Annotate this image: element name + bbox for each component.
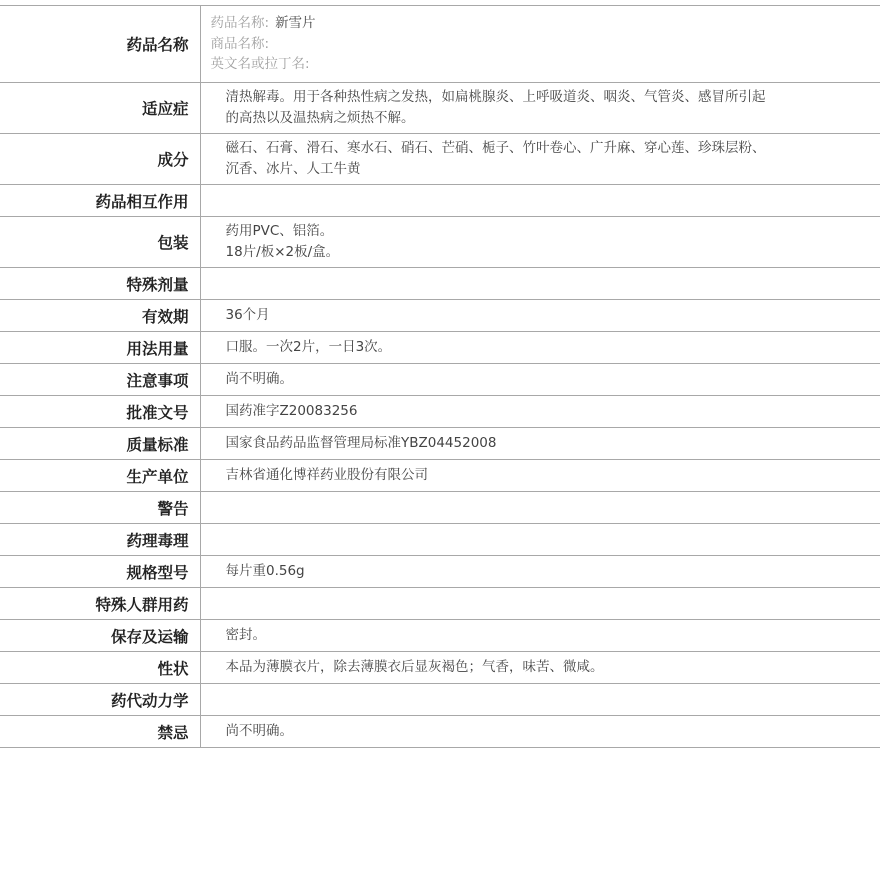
row-quality-standard	[0, 428, 880, 460]
row-special-populations	[0, 588, 880, 620]
specification-text: 每片重0.56g	[225, 563, 305, 579]
trade-name-key: 商品名称:	[210, 35, 270, 52]
row-precautions	[0, 364, 880, 396]
label-indications: 适应症	[0, 83, 200, 134]
value-storage	[200, 620, 880, 652]
ingredients-line-1: 磁石、石膏、滑石、寒水石、硝石、芒硝、栀子、竹叶卷心、广升麻、穿心莲、珍珠层粉、	[225, 140, 766, 156]
latin-name-key: 英文名或拉丁名:	[210, 56, 310, 73]
row-manufacturer	[0, 460, 880, 492]
value-specification	[200, 556, 880, 588]
drug-info-table	[0, 5, 880, 748]
ingredients-line-2: 沉香、冰片、人工牛黄	[225, 161, 361, 177]
value-shelf-life	[200, 300, 880, 332]
label-manufacturer: 生产单位	[0, 460, 200, 492]
value-quality-standard	[200, 428, 880, 460]
row-drug-name	[0, 6, 880, 83]
label-approval-number: 批准文号	[0, 396, 200, 428]
value-pharmacokinetics	[200, 684, 880, 716]
value-precautions	[200, 364, 880, 396]
row-contraindications	[0, 716, 880, 748]
value-packaging	[200, 217, 880, 268]
label-ingredients: 成分	[0, 134, 200, 185]
quality-standard-text: 国家食品药品监督管理局标准YBZ04452008	[225, 435, 497, 451]
description-text: 本品为薄膜衣片，除去薄膜衣后显灰褐色；气香，味苦、微咸。	[225, 659, 604, 675]
label-warning: 警告	[0, 492, 200, 524]
value-contraindications	[200, 716, 880, 748]
value-manufacturer	[200, 460, 880, 492]
packaging-line-1: 药用PVC、铝箔。	[225, 223, 334, 239]
label-dosage: 用法用量	[0, 332, 200, 364]
generic-name-key: 药品名称:	[210, 15, 270, 32]
contraindications-text: 尚不明确。	[225, 723, 293, 739]
storage-text: 密封。	[225, 627, 266, 643]
row-specification	[0, 556, 880, 588]
shelf-life-text: 36个月	[225, 307, 270, 323]
label-interactions: 药品相互作用	[0, 185, 200, 217]
label-storage: 保存及运输	[0, 620, 200, 652]
row-description	[0, 652, 880, 684]
label-quality-standard: 质量标准	[0, 428, 200, 460]
row-indications	[0, 83, 880, 134]
indications-line-1: 清热解毒。用于各种热性病之发热，如扁桃腺炎、上呼吸道炎、咽炎、气管炎、感冒所引起	[225, 89, 766, 105]
packaging-line-2: 18片/板×2板/盒。	[225, 244, 340, 260]
value-warning	[200, 492, 880, 524]
row-shelf-life	[0, 300, 880, 332]
label-packaging: 包装	[0, 217, 200, 268]
generic-name-line	[211, 13, 880, 34]
value-approval-number	[200, 396, 880, 428]
row-warning	[0, 492, 880, 524]
label-contraindications: 禁忌	[0, 716, 200, 748]
trade-name-line	[211, 34, 880, 55]
precautions-text: 尚不明确。	[225, 371, 293, 387]
dosage-text: 口服。一次2片，一日3次。	[225, 339, 392, 355]
indications-line-2: 的高热以及温热病之烦热不解。	[225, 110, 415, 126]
row-pharmacology	[0, 524, 880, 556]
approval-number-text: 国药准字Z20083256	[225, 403, 358, 419]
row-storage	[0, 620, 880, 652]
label-pharmacokinetics: 药代动力学	[0, 684, 200, 716]
value-special-populations	[200, 588, 880, 620]
label-drug-name: 药品名称	[0, 6, 200, 83]
manufacturer-text: 吉林省通化博祥药业股份有限公司	[225, 467, 428, 483]
label-specification: 规格型号	[0, 556, 200, 588]
label-special-populations: 特殊人群用药	[0, 588, 200, 620]
value-pharmacology	[200, 524, 880, 556]
row-packaging	[0, 217, 880, 268]
label-shelf-life: 有效期	[0, 300, 200, 332]
value-indications	[200, 83, 880, 134]
row-approval-number	[0, 396, 880, 428]
label-precautions: 注意事项	[0, 364, 200, 396]
row-dosage	[0, 332, 880, 364]
value-ingredients	[200, 134, 880, 185]
latin-name-line	[211, 54, 880, 75]
label-pharmacology: 药理毒理	[0, 524, 200, 556]
row-interactions	[0, 185, 880, 217]
label-special-dosage: 特殊剂量	[0, 268, 200, 300]
label-description: 性状	[0, 652, 200, 684]
value-interactions	[200, 185, 880, 217]
value-dosage	[200, 332, 880, 364]
row-pharmacokinetics	[0, 684, 880, 716]
row-ingredients	[0, 134, 880, 185]
value-special-dosage	[200, 268, 880, 300]
row-special-dosage	[0, 268, 880, 300]
generic-name-value: 新雪片	[275, 15, 316, 32]
value-drug-name	[200, 6, 880, 83]
value-description	[200, 652, 880, 684]
